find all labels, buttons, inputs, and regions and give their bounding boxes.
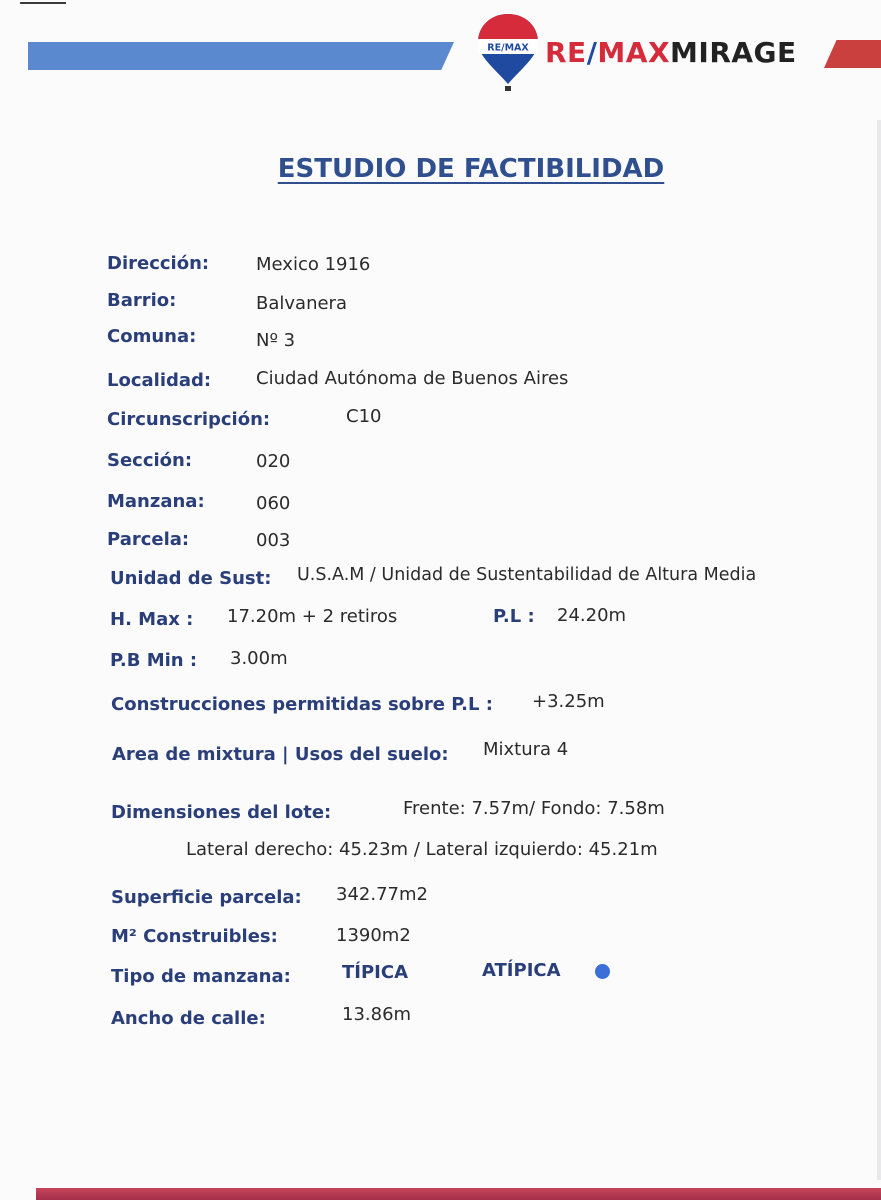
circunscripcion-value: C10 xyxy=(346,406,382,427)
superficie-value: 342.77m2 xyxy=(336,884,428,905)
localidad-label: Localidad: xyxy=(107,370,212,391)
comuna-value: Nº 3 xyxy=(256,330,296,351)
header-blue-bar xyxy=(28,42,454,70)
selected-dot-icon xyxy=(595,964,610,979)
seccion-value: 020 xyxy=(256,451,291,472)
unidad-label: Unidad de Sust: xyxy=(110,568,272,589)
parcela-label: Parcela: xyxy=(107,529,190,550)
manzana-value: 060 xyxy=(256,493,291,514)
superficie-label: Superficie parcela: xyxy=(111,887,302,908)
comuna-label: Comuna: xyxy=(107,326,197,347)
pl-value: 24.20m xyxy=(557,605,627,626)
hmax-value: 17.20m + 2 retiros xyxy=(227,606,398,627)
tipo-option-atipica: ATÍPICA xyxy=(482,960,561,981)
circunscripcion-label: Circunscripción: xyxy=(107,409,271,430)
seccion-label: Sección: xyxy=(107,450,193,471)
barrio-value: Balvanera xyxy=(256,293,347,314)
pbmin-label: P.B Min : xyxy=(110,650,198,671)
localidad-value: Ciudad Autónoma de Buenos Aires xyxy=(256,368,569,389)
tipo-option-tipica: TÍPICA xyxy=(342,962,409,983)
area-label: Area de mixtura | Usos del suelo: xyxy=(112,744,449,765)
unidad-value: U.S.A.M / Unidad de Sustentabilidad de Altura Media xyxy=(297,565,757,585)
ancho-value: 13.86m xyxy=(342,1004,412,1025)
page-title: ESTUDIO DE FACTIBILIDAD xyxy=(277,154,665,184)
m2-label: M² Construibles: xyxy=(111,926,278,947)
ancho-label: Ancho de calle: xyxy=(111,1008,266,1029)
logo-badge-text: RE/MAX xyxy=(487,42,529,54)
page-edge xyxy=(877,120,881,1180)
pl-label: P.L : xyxy=(493,606,535,627)
construcciones-label: Construcciones permitidas sobre P.L : xyxy=(111,694,493,715)
remax-balloon-logo xyxy=(476,12,540,94)
direccion-value: Mexico 1916 xyxy=(256,254,371,275)
brand-suffix: MIRAGE xyxy=(670,36,797,69)
m2-value: 1390m2 xyxy=(336,925,411,946)
corner-mark xyxy=(20,2,66,4)
dimensiones-laterales: Lateral derecho: 45.23m / Lateral izquierdo: 45.21m xyxy=(186,839,658,860)
brand-max: MAX xyxy=(597,36,671,69)
header-red-bar xyxy=(824,40,881,68)
brand-prefix: RE xyxy=(545,36,587,69)
brand-slash: / xyxy=(586,36,598,69)
area-value: Mixtura 4 xyxy=(483,739,569,760)
tipo-label: Tipo de manzana: xyxy=(111,966,291,987)
brand-name xyxy=(545,36,797,69)
footer-red-bar xyxy=(36,1188,881,1200)
construcciones-value: +3.25m xyxy=(532,691,605,712)
parcela-value: 003 xyxy=(256,530,291,551)
dimensiones-value: Frente: 7.57m/ Fondo: 7.58m xyxy=(403,798,665,819)
hmax-label: H. Max : xyxy=(110,609,194,630)
direccion-label: Dirección: xyxy=(107,253,210,274)
dimensiones-label: Dimensiones del lote: xyxy=(111,802,332,823)
manzana-label: Manzana: xyxy=(107,491,205,512)
pbmin-value: 3.00m xyxy=(230,648,288,669)
barrio-label: Barrio: xyxy=(107,290,177,311)
